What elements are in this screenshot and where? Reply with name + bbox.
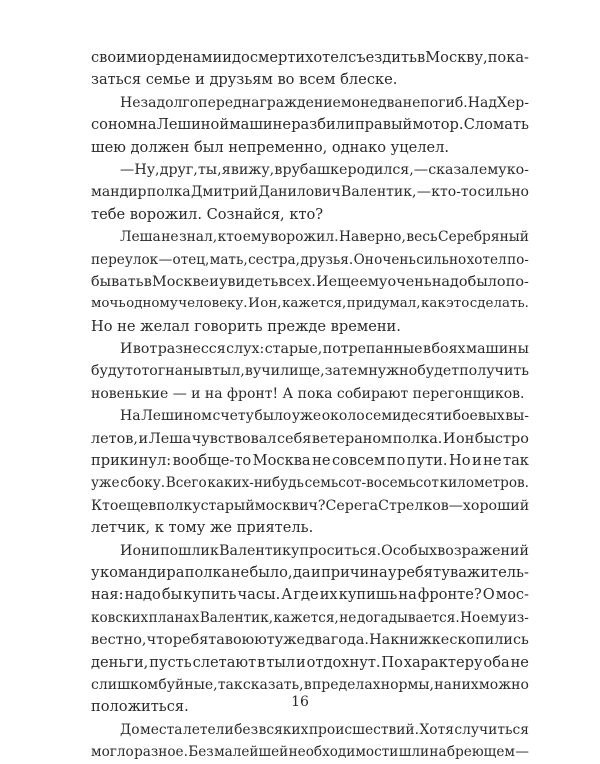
text-line: уже сбоку. Всего каких-нибудь семьсот-восемьсот километров. <box>91 475 529 492</box>
text-line: положиться. <box>91 698 189 716</box>
text-line: мандир полка Дмитрий Данилович Валентик, — кто-то сильно <box>91 184 529 201</box>
text-line: деньги, пусть слетают в тыл и отдохнут. По характеру оба не <box>91 653 529 671</box>
text-line: До места летели без всяких происшествий. Хотя случиться <box>120 721 529 738</box>
text-line: На Лешином счету было уже около семидесяти боевых вы- <box>120 408 529 425</box>
text-line: у командира полка не было, да и причина у ребят уважитель- <box>91 563 529 581</box>
text-line: бывать в Москве и увидеть всех. И еще ему очень надо было по- <box>91 273 529 290</box>
text-line: тебе ворожил. Сознайся, кто? <box>91 205 324 223</box>
text-line: будут отогнаны в тыл, в училище, затем нужно будет получить <box>91 363 529 380</box>
text-line: Но не желал говорить прежде времени. <box>91 317 401 335</box>
text-line: ковских планах Валентик, кажется, не догадывается. Но ему из- <box>91 609 529 626</box>
text-line: слишком буйные, так сказать, в пределах нормы, на них можно <box>91 676 529 693</box>
text-line: переулок — отец, мать, сестра, друзья. Он очень сильно хотел по- <box>91 251 529 268</box>
text-line: соном на Лешиной машине разбили правый мотор. Сломать <box>91 116 529 134</box>
text-line: заться семье и друзьям во всем блеске. <box>91 71 398 89</box>
text-line: И они пошли к Валентику проситься. Особых возражений <box>120 542 529 559</box>
book-text-body <box>91 47 529 764</box>
text-line: могло разное. Без малейшей необходимости шли на бреющем — <box>91 744 529 761</box>
text-line: Леша не знал, кто ему ворожил. Наверно, весь Серебряный <box>120 229 529 246</box>
page-number: 16 <box>291 694 309 710</box>
text-line: летчик, к тому же приятель. <box>91 519 314 537</box>
text-line: своими орденами и до смерти хотел съездить в Москву, пока- <box>91 49 529 66</box>
text-line: Незадолго перед награждением он едва не погиб. Над Хер- <box>120 94 529 111</box>
text-line: вестно, что ребята воюют уже два года. На книжке скопились <box>91 632 529 649</box>
text-line: И вот разнесся слух: старые, потрепанные в боях машины <box>120 341 529 358</box>
text-line: шею должен был непременно, однако уцелел. <box>91 138 450 156</box>
text-line: ная: надо бы купить часы. А где их купишь на фронте? О мос- <box>91 586 529 604</box>
text-line: летов, и Леша чувствовал себя ветераном полка. И он быстро <box>91 430 529 447</box>
text-line: прикинул: вообще-то Москва не совсем по пути. Но и не так <box>91 452 529 470</box>
text-line: новенькие — и на фронт! А пока собирают перегонщиков. <box>91 385 525 402</box>
text-line: Кто еще в полку старый москвич? Серега Стрелков — хороший <box>91 497 530 514</box>
text-line: мочь одному человеку. И он, кажется, придумал, как это сделать. <box>91 296 529 312</box>
text-line: — Ну, друг, ты, я вижу, в рубашке родился, — сказал ему ко- <box>120 161 529 178</box>
